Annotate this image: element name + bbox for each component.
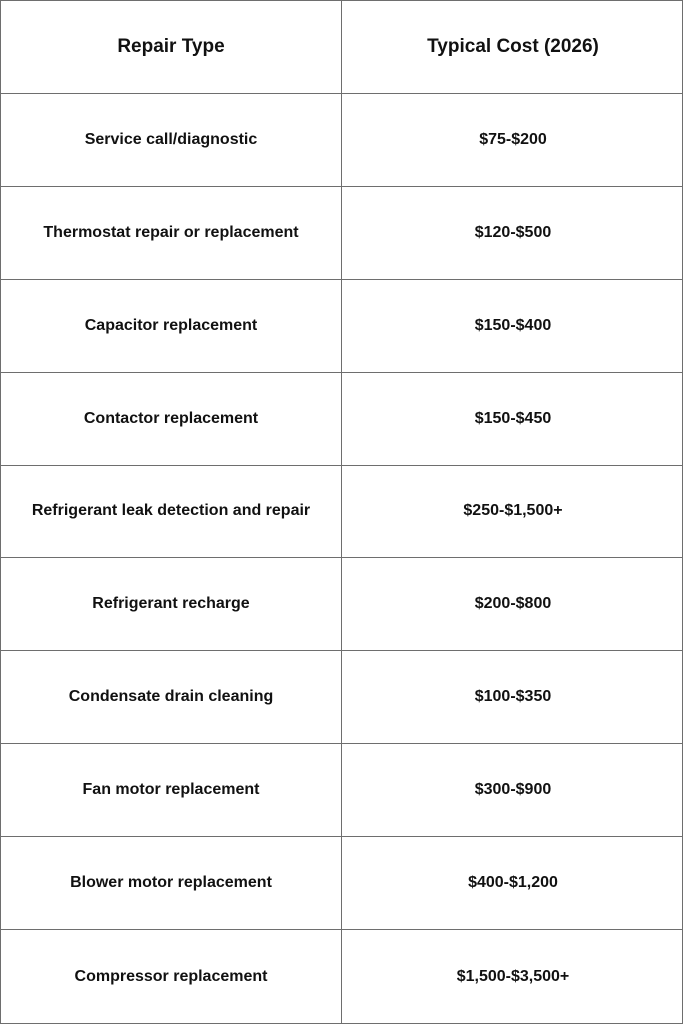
repair-type-cell: Blower motor replacement bbox=[1, 837, 342, 930]
cost-cell: $120-$500 bbox=[342, 187, 683, 280]
repair-type-cell: Refrigerant leak detection and repair bbox=[1, 466, 342, 559]
header-repair-type: Repair Type bbox=[1, 1, 342, 94]
repair-type-cell: Service call/diagnostic bbox=[1, 94, 342, 187]
repair-type-cell: Fan motor replacement bbox=[1, 744, 342, 837]
repair-type-cell: Condensate drain cleaning bbox=[1, 651, 342, 744]
cost-cell: $100-$350 bbox=[342, 651, 683, 744]
cost-cell: $300-$900 bbox=[342, 744, 683, 837]
repair-type-cell: Contactor replacement bbox=[1, 373, 342, 466]
cost-cell: $150-$450 bbox=[342, 373, 683, 466]
repair-type-cell: Capacitor replacement bbox=[1, 280, 342, 373]
cost-cell: $200-$800 bbox=[342, 558, 683, 651]
repair-type-cell: Thermostat repair or replacement bbox=[1, 187, 342, 280]
cost-cell: $250-$1,500+ bbox=[342, 466, 683, 559]
cost-cell: $400-$1,200 bbox=[342, 837, 683, 930]
cost-cell: $150-$400 bbox=[342, 280, 683, 373]
repair-type-cell: Compressor replacement bbox=[1, 930, 342, 1023]
header-typical-cost: Typical Cost (2026) bbox=[342, 1, 683, 94]
cost-cell: $75-$200 bbox=[342, 94, 683, 187]
cost-cell: $1,500-$3,500+ bbox=[456, 967, 570, 985]
repair-type-cell: Refrigerant recharge bbox=[1, 558, 342, 651]
